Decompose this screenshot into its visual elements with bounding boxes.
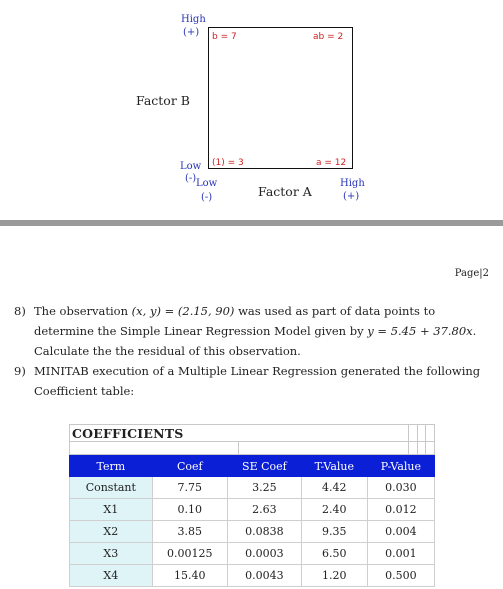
low-label-bottom: Low xyxy=(196,178,218,189)
table-title-row xyxy=(70,425,435,442)
minus-label-left: (-) xyxy=(185,173,197,184)
table-cell: 0.10 xyxy=(152,499,227,521)
table-cell: 7.75 xyxy=(152,477,227,499)
question-text: The observation xyxy=(34,304,132,318)
table-cell: 0.004 xyxy=(367,521,434,543)
table-cell: 2.40 xyxy=(301,499,367,521)
question-number: 9) xyxy=(14,364,26,378)
corner-1: (1) = 3 xyxy=(212,158,244,168)
question-8 xyxy=(14,301,484,361)
table-cell: 0.012 xyxy=(367,499,434,521)
factorial-square xyxy=(208,27,353,169)
coefficients-table xyxy=(69,424,435,587)
factor-b-label: Factor B xyxy=(136,93,190,108)
term-cell: X3 xyxy=(70,543,153,565)
table-header-row xyxy=(70,456,435,477)
table-cell: 0.500 xyxy=(367,565,434,587)
table-row xyxy=(70,521,435,543)
spacer-row xyxy=(70,442,435,455)
table-cell: 1.20 xyxy=(301,565,367,587)
table-cell: 4.42 xyxy=(301,477,367,499)
table-cell: 0.0043 xyxy=(227,565,301,587)
question-text: MINITAB execution of a Multiple Linear Regression generated the following Coefficient table: xyxy=(34,364,481,398)
table-cell: 0.0838 xyxy=(227,521,301,543)
table-cell: 3.85 xyxy=(152,521,227,543)
table-cell: 3.25 xyxy=(227,477,301,499)
term-cell: Constant xyxy=(70,477,153,499)
corner-b: b = 7 xyxy=(212,32,237,42)
factor-a-label: Factor A xyxy=(258,184,312,199)
table-cell: 0.030 xyxy=(367,477,434,499)
table-cell: 15.40 xyxy=(152,565,227,587)
observation-math: (x, y) = (2.15, 90) xyxy=(131,304,235,318)
page-number: Page|2 xyxy=(454,268,489,279)
table-row xyxy=(70,499,435,521)
table-cell: 9.35 xyxy=(301,521,367,543)
plus-label-right: (+) xyxy=(343,191,360,202)
high-label-right: High xyxy=(340,178,365,189)
question-number: 8) xyxy=(14,304,26,318)
term-cell: X2 xyxy=(70,521,153,543)
column-header: P-Value xyxy=(367,456,434,477)
table-cell: 0.001 xyxy=(367,543,434,565)
table-title: COEFFICIENTS xyxy=(72,425,184,441)
table-row xyxy=(70,565,435,587)
high-label-top: High xyxy=(181,14,206,25)
term-cell: X1 xyxy=(70,499,153,521)
column-header: Term xyxy=(70,456,153,477)
page-divider xyxy=(0,220,503,226)
model-math: y = 5.45 + 37.80x xyxy=(367,324,473,338)
table-cell: 6.50 xyxy=(301,543,367,565)
column-header: T-Value xyxy=(301,456,367,477)
column-header: Coef xyxy=(152,456,227,477)
table-row xyxy=(70,477,435,499)
minus-label-bottom: (-) xyxy=(201,192,213,203)
corner-ab: ab = 2 xyxy=(313,32,344,42)
term-cell: X4 xyxy=(70,565,153,587)
table-cell: 2.63 xyxy=(227,499,301,521)
question-text: . Calculate the the residual of this observation. xyxy=(34,324,477,358)
table-cell: 0.00125 xyxy=(152,543,227,565)
plus-label-top: (+) xyxy=(183,27,200,38)
table-cell: 0.0003 xyxy=(227,543,301,565)
question-text: was used as part of data points to determine the Simple Linear Regression Model given by xyxy=(34,304,436,338)
low-label-left: Low xyxy=(180,161,202,172)
table-row xyxy=(70,543,435,565)
column-header: SE Coef xyxy=(227,456,301,477)
question-9 xyxy=(14,361,484,401)
corner-a: a = 12 xyxy=(316,158,347,168)
